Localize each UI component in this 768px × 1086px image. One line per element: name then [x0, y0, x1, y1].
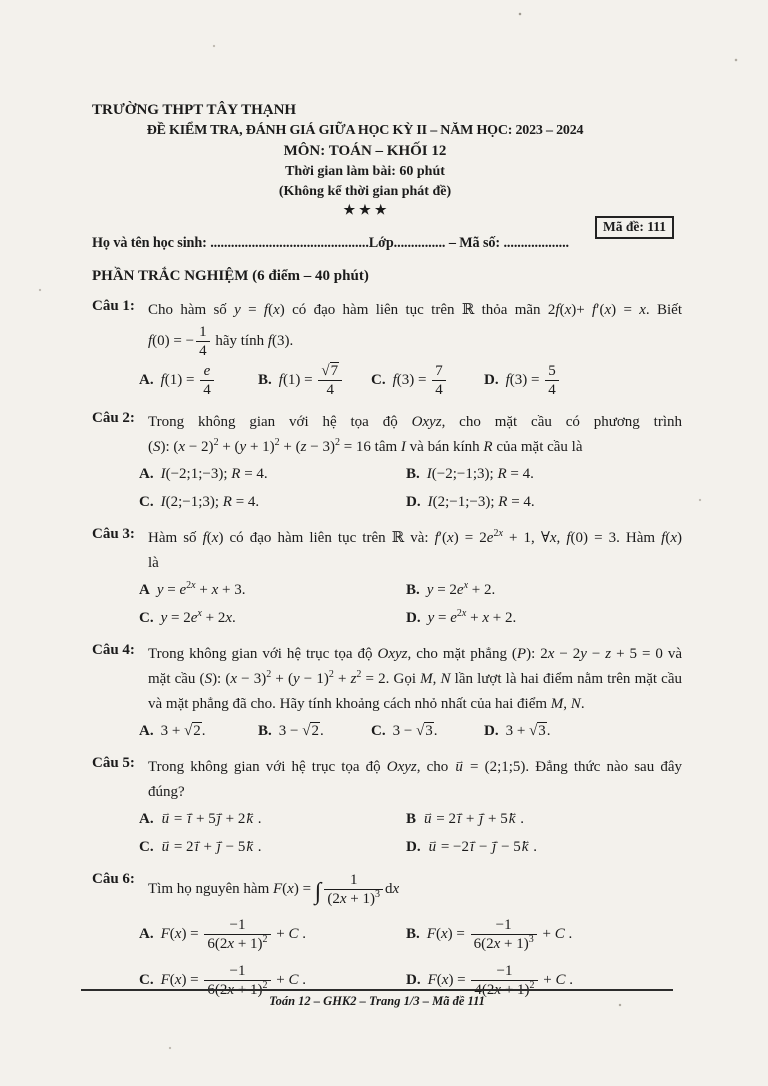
question-5-text-line-1: Trong không gian với hệ trục tọa độ Oxyz, cho u ⇀ = (2;1;5). Đẳng thức nào sau đây — [148, 755, 682, 780]
option-label: D. — [406, 972, 421, 988]
question-6-option-a — [139, 916, 406, 953]
question-6-text-line-1: Tìm họ nguyên hàm F(x) = ∫ $\frac{1}{(2x + 1)^3}$ dx — [148, 872, 400, 907]
question-4-option-b — [258, 719, 371, 744]
question-5-options — [139, 807, 682, 860]
option-content: F(x) = $\frac{-1}{6(2x + 1)^2}$ + C . — [160, 963, 307, 998]
question-2-option-d — [406, 490, 682, 515]
option-content: $y = e^{2x} + x + 3$. — [156, 580, 246, 598]
page-footer — [81, 989, 673, 1009]
option-content: f(3) = $\frac{5}{4}$ — [506, 362, 561, 399]
question-2-options — [139, 462, 682, 515]
option-label: A. — [139, 466, 154, 482]
option-content: u ⇀ = i ⇀ + 5j ⇀ + 2k ⇀ . — [161, 807, 262, 832]
question-3-text-line-1: Hàm số f(x) có đạo hàm liên tục trên ℝ và: $f'(x) = 2e^{2x} + 1$, ∀x, f(0) = 3. Hàm f(x) — [148, 528, 682, 546]
section-title: PHẦN TRẮC NGHIỆM (6 điểm – 40 phút) — [92, 268, 369, 284]
question-5-option-c — [139, 835, 406, 860]
question-4-options — [139, 719, 682, 744]
question-1-number: Câu 1: — [92, 298, 135, 314]
question-5-option-a — [139, 807, 406, 832]
question-1 — [92, 298, 682, 399]
question-4 — [92, 642, 682, 744]
option-label: C. — [371, 723, 386, 739]
question-1-text-line-2: f(0) = − $\frac{1}{4}$ hãy tính f(3). — [148, 324, 294, 359]
question-2-text-line-2: (S): $(x - 2)^2 + (y + 1)^2 + (z - 3)^2 = 16$ tâm I và bán kính R của mặt cầu là — [148, 437, 583, 455]
question-4-text-line-1: Trong không gian với hệ trục tọa độ Oxyz, cho mặt phẳng (P): 2x − 2y − z + 5 = 0 và — [148, 646, 682, 662]
option-label: A. — [139, 372, 154, 388]
option-content: F(x) = $\frac{-1}{6(2x + 1)^3}$ + C . — [426, 917, 573, 952]
exam-code-box — [595, 216, 674, 239]
option-label: D. — [406, 839, 421, 855]
option-label: A. — [139, 811, 154, 827]
question-6 — [92, 871, 682, 999]
option-content: 3 + √2. — [160, 723, 206, 739]
question-4-text-line-2: mặt cầu (S): $(x - 3)^2 + (y - 1)^2 + z^2 = 2$. Gọi M, N lần lượt là hai điểm nằm trên mặt cầu — [148, 669, 682, 687]
note-line: (Không kể thời gian phát đề) — [278, 184, 452, 199]
option-content: I(2;−1;−3); R = 4. — [427, 494, 535, 510]
option-content: F(x) = $\frac{-1}{6(2x + 1)^2}$ + C . — [160, 917, 307, 952]
option-label: B. — [406, 926, 420, 942]
question-3 — [92, 526, 682, 631]
option-content: 3 − √2. — [278, 723, 324, 739]
exam-title: ĐỀ KIỂM TRA, ĐÁNH GIÁ GIỮA HỌC KỲ II – NĂM HỌC: 2023 – 2024 — [146, 123, 584, 138]
question-5 — [92, 755, 682, 860]
option-label: C. — [139, 494, 154, 510]
option-content: u ⇀ = 2i ⇀ + j ⇀ + 5k ⇀ . — [423, 807, 524, 832]
student-info-line: Họ và tên học sinh: ..............................................Lớp............... – Mã số: ................... — [92, 235, 569, 251]
footer-text: Toán 12 – GHK2 – Trang 1/3 – Mã đề 111 — [269, 994, 485, 1008]
option-content: f(1) = $\frac{√7}{4}$ — [279, 362, 344, 399]
option-label: B. — [406, 582, 420, 598]
option-content: I(−2;1;−3); R = 4. — [160, 466, 268, 482]
question-1-option-c — [371, 362, 484, 399]
option-label: D. — [406, 610, 421, 626]
question-1-option-d — [484, 362, 682, 399]
option-content: u ⇀ = 2i ⇀ + j ⇀ − 5k ⇀ . — [161, 835, 262, 860]
option-label: C. — [139, 972, 154, 988]
question-1-options — [139, 362, 682, 399]
subject-line: MÔN: TOÁN – KHỐI 12 — [283, 143, 447, 159]
option-label: B. — [258, 723, 272, 739]
question-4-option-d — [484, 719, 682, 744]
option-label: B. — [258, 372, 272, 388]
school-name: TRƯỜNG THPT TÂY THẠNH — [92, 102, 297, 118]
question-3-option-d — [406, 606, 682, 631]
option-label: C. — [139, 839, 154, 855]
option-content: 3 − √3. — [392, 723, 438, 739]
question-1-text-line-1: Cho hàm số y = f(x) có đạo hàm liên tục trên ℝ thỏa mãn 2f(x)+ f′(x) = x. Biết — [148, 302, 682, 318]
option-label: D. — [406, 494, 421, 510]
option-content: u ⇀ = −2i ⇀ − j ⇀ − 5k ⇀ . — [428, 835, 537, 860]
document-header — [90, 120, 640, 218]
question-4-text-line-3: và mặt phẳng đã cho. Hãy tính khoảng cách nhỏ nhất của hai điểm M, N. — [148, 696, 585, 712]
question-2-option-a — [139, 462, 406, 487]
question-3-option-b — [406, 578, 682, 603]
option-label: A — [139, 582, 150, 598]
question-3-option-c — [139, 606, 406, 631]
option-label: A. — [139, 926, 154, 942]
option-content: f(1) = $\frac{e}{4}$ — [161, 362, 216, 399]
option-content: f(3) = $\frac{7}{4}$ — [393, 362, 448, 399]
question-6-options — [139, 916, 682, 999]
question-5-option-d — [406, 835, 682, 860]
question-4-option-c — [371, 719, 484, 744]
stars-decoration: ★★★ — [343, 202, 391, 217]
option-content: I(−2;−1;3); R = 4. — [426, 466, 534, 482]
option-content: F(x) = $\frac{-1}{4(2x + 1)^2}$ + C . — [427, 963, 574, 998]
question-1-option-a — [139, 362, 258, 399]
option-content: $y = e^{2x} + x + 2$. — [427, 608, 517, 626]
question-5-text-line-2: đúng? — [148, 784, 185, 800]
option-label: B. — [406, 466, 420, 482]
option-label: D. — [484, 372, 499, 388]
question-5-number: Câu 5: — [92, 755, 135, 771]
question-6-option-b — [406, 916, 682, 953]
question-2-number: Câu 2: — [92, 410, 135, 426]
option-label: C. — [371, 372, 386, 388]
question-2-text-line-1: Trong không gian với hệ tọa độ Oxyz, cho mặt cầu có phương trình — [148, 414, 682, 430]
question-2-option-b — [406, 462, 682, 487]
question-2 — [92, 410, 682, 515]
question-3-options — [139, 578, 682, 631]
option-label: D. — [484, 723, 499, 739]
question-4-option-a — [139, 719, 258, 744]
question-3-number: Câu 3: — [92, 526, 135, 542]
question-6-number: Câu 6: — [92, 871, 135, 887]
question-2-option-c — [139, 490, 406, 515]
exam-code-label: Mã đề: 111 — [603, 219, 666, 234]
option-label: A. — [139, 723, 154, 739]
duration-line: Thời gian làm bài: 60 phút — [285, 164, 445, 179]
question-4-number: Câu 4: — [92, 642, 135, 658]
option-label: C. — [139, 610, 154, 626]
question-3-text-line-2: là — [148, 555, 159, 571]
question-1-option-b — [258, 362, 371, 399]
option-content: I(2;−1;3); R = 4. — [160, 494, 260, 510]
option-label: B — [406, 811, 417, 827]
question-5-option-b — [406, 807, 682, 832]
question-3-option-a — [139, 578, 406, 603]
option-content: 3 + √3. — [505, 723, 551, 739]
option-content: $y = 2e^x + 2x$. — [160, 608, 236, 626]
option-content: $y = 2e^x + 2$. — [426, 580, 496, 598]
